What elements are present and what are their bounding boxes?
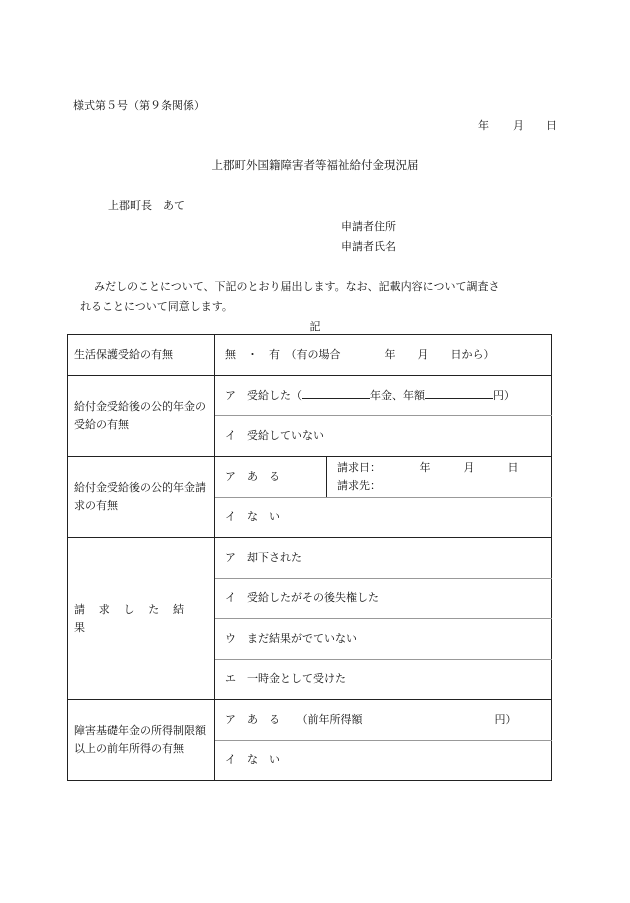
- option-pension-received[interactable]: [215, 375, 552, 416]
- ki-heading: 記: [309, 320, 321, 333]
- request-to-field[interactable]: 請求先：: [337, 478, 381, 492]
- applicant-address-label: 申請者住所: [341, 220, 396, 233]
- table-row-income-limit: [68, 700, 552, 741]
- label-pension-request: 給付金受給後の公的年金請求の有無: [68, 456, 215, 538]
- label-welfare: 生活保護受給の有無: [68, 335, 215, 376]
- form-number: 様式第５号（第９条関係）: [73, 99, 205, 112]
- value-welfare[interactable]: 無 ・ 有 （有の場合 年 月 日から）: [215, 335, 552, 376]
- option-rejected[interactable]: ア 却下された: [215, 538, 552, 579]
- option-not-requested[interactable]: イ な い: [215, 497, 552, 538]
- option-requested[interactable]: ア あ る: [215, 457, 327, 497]
- option-income-over[interactable]: ア あ る （前年所得額 円）: [215, 700, 552, 741]
- date-year-label: 年: [478, 119, 489, 132]
- option-income-none[interactable]: イ な い: [215, 740, 552, 781]
- request-date-field[interactable]: 請求日： 年 月 日: [337, 460, 519, 474]
- date-line: [478, 117, 557, 133]
- body-text-line2: れることについて同意します。: [80, 300, 233, 313]
- label-income-limit: 障害基礎年金の所得制限額以上の前年所得の有無: [68, 700, 215, 781]
- option-a-prefix: ア 受給した（: [225, 388, 302, 402]
- label-pension-receipt: 給付金受給後の公的年金の受給の有無: [68, 375, 215, 456]
- table-row-result-a: [68, 538, 552, 579]
- table-row-pension-request: [68, 456, 552, 497]
- body-text-line1: みだしのことについて、下記のとおり届出します。なお、記載内容について調査さ: [94, 280, 500, 293]
- option-a-suffix: 円）: [493, 388, 515, 402]
- status-form-table: [67, 334, 552, 781]
- option-lost-rights[interactable]: イ 受給したがその後失権した: [215, 578, 552, 619]
- date-month-label: 月: [513, 119, 524, 132]
- annual-amount-field[interactable]: [425, 386, 493, 399]
- option-pension-not-received[interactable]: イ 受給していない: [215, 416, 552, 457]
- applicant-name-label: 申請者氏名: [341, 240, 396, 253]
- addressee: 上郡町長 あて: [108, 199, 185, 212]
- option-a-mid: 年金、年額: [370, 388, 425, 402]
- option-requested-cell: [215, 456, 552, 497]
- option-lump-sum[interactable]: エ 一時金として受けた: [215, 659, 552, 700]
- pension-type-field[interactable]: [302, 386, 370, 399]
- date-day-label: 日: [546, 119, 557, 132]
- table-row-welfare: [68, 335, 552, 376]
- label-request-result: 請求した結果: [68, 538, 215, 700]
- document-title: 上郡町外国籍障害者等福祉給付金現況届: [211, 158, 419, 172]
- option-pending[interactable]: ウ まだ結果がでていない: [215, 619, 552, 660]
- table-row-pension-receipt: [68, 375, 552, 416]
